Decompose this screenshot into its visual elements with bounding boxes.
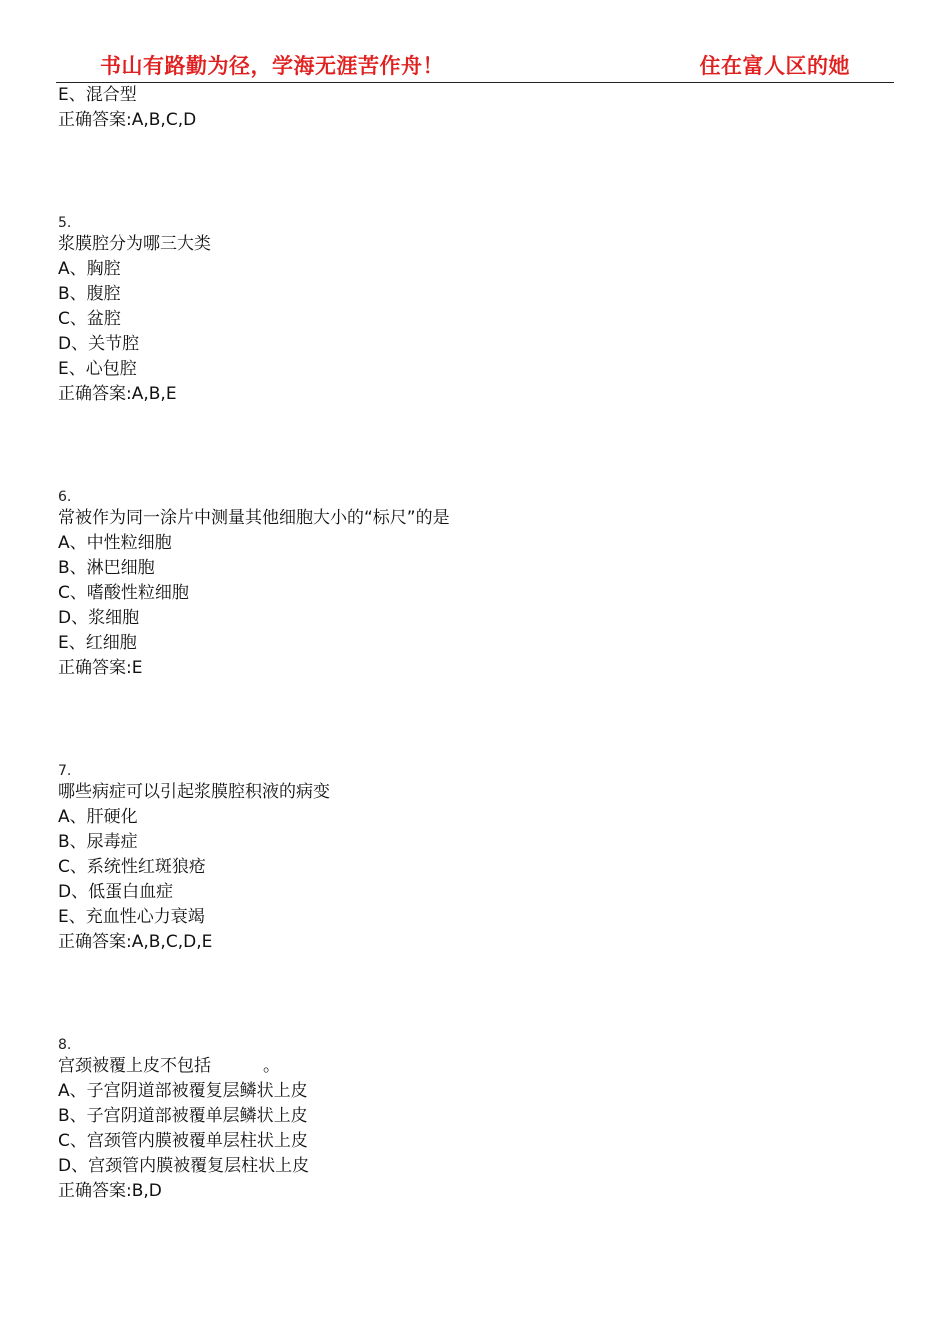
q6-option-e: E、红细胞 (58, 633, 137, 653)
q4-option-e: E、混合型 (58, 85, 137, 105)
q6-answer: 正确答案:E (58, 658, 143, 678)
q6-number: 6. (58, 489, 72, 505)
q5-stem: 浆膜腔分为哪三大类 (58, 234, 211, 254)
q7-stem: 哪些病症可以引起浆膜腔积液的病变 (58, 782, 330, 802)
q5-option-d: D、关节腔 (58, 334, 140, 354)
header-motto: 书山有路勤为径，学海无涯苦作舟！ (100, 53, 444, 78)
q5-number: 5. (58, 215, 72, 231)
q8-answer: 正确答案:B,D (58, 1181, 162, 1201)
q5-answer: 正确答案:A,B,E (58, 384, 177, 404)
page-header (56, 48, 894, 83)
q7-option-e: E、充血性心力衰竭 (58, 907, 205, 927)
q8-number: 8. (58, 1037, 72, 1053)
q7-option-d: D、低蛋白血症 (58, 882, 174, 902)
q7-answer: 正确答案:A,B,C,D,E (58, 932, 213, 952)
q8-option-c: C、宫颈管内膜被覆单层柱状上皮 (58, 1131, 308, 1151)
q8-option-b: B、子宫阴道部被覆单层鳞状上皮 (58, 1106, 308, 1126)
q5-option-c: C、盆腔 (58, 309, 121, 329)
q6-option-d: D、浆细胞 (58, 608, 140, 628)
q4-answer: 正确答案:A,B,C,D (58, 110, 197, 130)
q6-option-a: A、中性粒细胞 (58, 533, 172, 553)
q7-number: 7. (58, 763, 72, 779)
q5-option-b: B、腹腔 (58, 284, 121, 304)
q7-option-a: A、肝硬化 (58, 807, 138, 827)
q8-stem: 宫颈被覆上皮不包括 (58, 1056, 211, 1076)
q5-option-a: A、胸腔 (58, 259, 121, 279)
header-author: 住在富人区的她 (699, 53, 850, 78)
q8-stem-end: 。 (263, 1056, 280, 1076)
q8-option-a: A、子宫阴道部被覆复层鳞状上皮 (58, 1081, 308, 1101)
q7-option-b: B、尿毒症 (58, 832, 138, 852)
q8-option-d: D、宫颈管内膜被覆复层柱状上皮 (58, 1156, 310, 1176)
q8-stem-line (58, 1055, 280, 1077)
q6-option-c: C、嗜酸性粒细胞 (58, 583, 189, 603)
q7-option-c: C、系统性红斑狼疮 (58, 857, 206, 877)
q6-option-b: B、淋巴细胞 (58, 558, 155, 578)
q5-option-e: E、心包腔 (58, 359, 137, 379)
q6-stem: 常被作为同一涂片中测量其他细胞大小的“标尺”的是 (58, 508, 450, 528)
